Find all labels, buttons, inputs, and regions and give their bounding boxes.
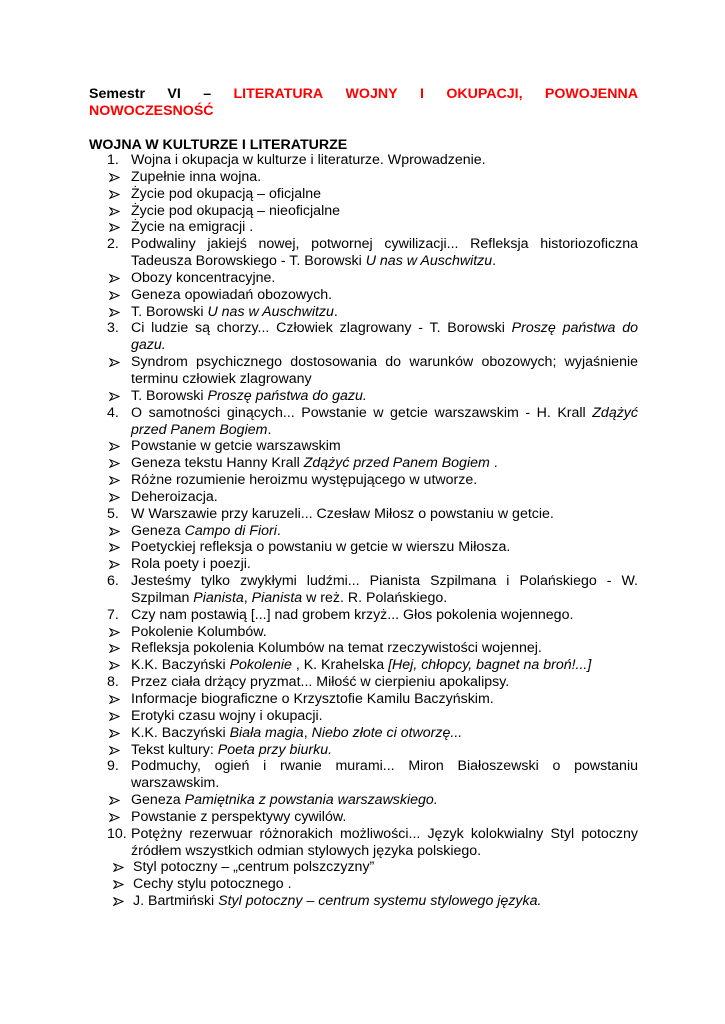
item-text (131, 691, 638, 708)
item-number: 10. (107, 825, 127, 842)
arrowhead-bullet-icon (113, 897, 124, 906)
item-text (131, 438, 638, 455)
item-text (131, 455, 638, 472)
title-word: POWOJENNA (544, 86, 638, 102)
italic-title: Poeta przy biurku. (217, 741, 333, 758)
text-run: Pokolenie Kolumbów. (131, 623, 267, 640)
bullet-item (0, 438, 725, 455)
arrowhead-bullet-icon (109, 628, 120, 637)
item-text (131, 573, 638, 607)
text-run: W Warszawie przy karuzeli... Czesław Miłosz o powstaniu w getcie. (131, 505, 554, 522)
arrowhead-bullet-icon (109, 543, 120, 552)
item-text (131, 758, 638, 792)
bullet-item (0, 354, 725, 388)
item-text (131, 742, 638, 759)
arrowhead-bullet-icon (109, 493, 120, 502)
text-run: T. Borowski (131, 387, 208, 404)
text-run: Geneza (131, 522, 185, 539)
item-text (131, 320, 638, 354)
text-run: Geneza opowiadań obozowych. (131, 286, 333, 303)
numbered-item (0, 405, 725, 439)
italic-title: Proszę państwa do gazu. (207, 387, 367, 404)
item-text (131, 506, 638, 523)
arrowhead-bullet-icon (109, 813, 120, 822)
arrowhead-bullet-icon (109, 291, 120, 300)
text-run: Geneza tekstu Hanny Krall (131, 455, 304, 472)
text-run: Styl potoczny – „centrum polszczyzny” (133, 859, 375, 876)
arrowhead-bullet-icon (109, 173, 120, 182)
numbered-item (0, 320, 725, 354)
bullet-item (0, 792, 725, 809)
text-run: . (267, 421, 272, 438)
arrowhead-bullet-icon (109, 746, 120, 755)
arrowhead-bullet-icon (109, 695, 120, 704)
item-text (133, 876, 640, 893)
numbered-item (0, 506, 725, 523)
text-run: , (243, 589, 252, 606)
bullet-item (0, 556, 725, 573)
item-text (131, 287, 638, 304)
arrowhead-bullet-icon (109, 308, 120, 317)
text-run: Tekst kultury: (131, 741, 218, 758)
text-run: Obozy koncentracyjne. (131, 269, 276, 286)
title-word: I (419, 86, 424, 102)
item-text (131, 219, 638, 236)
text-run: K.K. Baczyński (131, 724, 230, 741)
bullet-item (0, 186, 725, 203)
arrowhead-bullet-icon (109, 358, 120, 367)
item-text (131, 674, 638, 691)
italic-title: Niebo złote ci otworzę... (311, 724, 463, 741)
text-run: . (333, 303, 338, 320)
arrowhead-bullet-icon (113, 880, 124, 889)
item-number: 2. (107, 236, 119, 253)
item-text (131, 607, 638, 624)
arrowhead-bullet-icon (109, 712, 120, 721)
title-line-2: NOWOCZESNOŚĆ (89, 103, 214, 119)
bullet-item (0, 304, 725, 321)
arrowhead-bullet-icon (109, 644, 120, 653)
bullet-item (0, 523, 725, 540)
item-number: 6. (107, 573, 119, 590)
bullet-item (0, 657, 725, 674)
item-number: 7. (107, 606, 119, 623)
text-run: Powstanie z perspektywy cywilów. (131, 808, 347, 825)
arrowhead-bullet-icon (109, 442, 120, 451)
text-run: J. Bartmiński (133, 893, 219, 910)
italic-title: Zdążyć przed Panem Bogiem (303, 455, 490, 472)
arrowhead-bullet-icon (109, 560, 120, 569)
italic-title: Zdążyć przed Panem Bogiem (131, 404, 638, 438)
text-run: Powstanie w getcie warszawskim (131, 438, 341, 455)
item-text (131, 354, 638, 388)
arrowhead-bullet-icon (109, 459, 120, 468)
bullet-item (0, 859, 725, 876)
bullet-item (0, 742, 725, 759)
title-dash: – (203, 86, 212, 102)
item-text (131, 556, 638, 573)
text-run: Informacje biograficzne o Krzysztofie Kamilu Baczyńskim. (131, 691, 494, 707)
numbered-item (0, 573, 725, 607)
text-run: T. Borowski (131, 303, 208, 320)
text-run: Syndrom psychicznego dostosowania do warunków obozowych; wyjaśnienie terminu człowiek zlagrowany (131, 354, 638, 387)
numbered-item (0, 826, 725, 860)
item-text (131, 539, 638, 556)
syllabus-list (0, 152, 725, 910)
bullet-item (0, 809, 725, 826)
bullet-item (0, 219, 725, 236)
section-heading: WOJNA W KULTURZE I LITERATURZE (89, 137, 348, 153)
italic-title: Proszę państwa do gazu. (131, 320, 638, 354)
item-number: 4. (107, 404, 119, 421)
italic-title: U nas w Auschwitzu (365, 253, 493, 270)
text-run: w reż. R. Polańskiego. (302, 589, 448, 606)
text-run: Deheroizacja. (131, 488, 218, 505)
title-vi: VI (167, 86, 181, 102)
item-text (131, 826, 638, 860)
item-text (131, 624, 638, 641)
arrowhead-bullet-icon (109, 796, 120, 805)
text-run: Podwaliny jakiejś nowej, potwornej cywilizacji... Refleksja historiozoficzna Tadeusza Borowskiego - T. Borowski (131, 236, 638, 270)
bullet-item (0, 691, 725, 708)
bullet-item (0, 169, 725, 186)
numbered-item (0, 236, 725, 270)
item-number: 1. (107, 152, 119, 168)
numbered-item (0, 758, 725, 792)
italic-title: Styl potoczny – centrum systemu stylowego języka. (218, 893, 542, 910)
item-text (131, 405, 638, 439)
text-run: O samotności ginących... Powstanie w getcie warszawskim - H. Krall (131, 404, 593, 421)
arrowhead-bullet-icon (109, 223, 120, 232)
bullet-item (0, 388, 725, 405)
item-text (131, 472, 638, 489)
arrowhead-bullet-icon (109, 527, 120, 536)
text-run: K.K. Baczyński (131, 657, 230, 674)
item-text (131, 792, 638, 809)
text-run: . (492, 253, 497, 270)
arrowhead-bullet-icon (109, 207, 120, 216)
text-run: . (489, 455, 498, 472)
text-run: Życie na emigracji . (131, 219, 254, 236)
bullet-item (0, 472, 725, 489)
arrowhead-bullet-icon (109, 729, 120, 738)
title-line-1 (89, 86, 638, 103)
text-run: , (303, 724, 312, 741)
text-run: Jesteśmy tylko zwykłymi ludźmi... Pianista Szpilmana i Polańskiego - W. Szpilman (131, 573, 638, 606)
text-run: Zupełnie inna wojna. (131, 168, 262, 185)
bullet-item (0, 203, 725, 220)
text-run: Czy nam postawią [...] nad grobem krzyż... Głos pokolenia wojennego. (131, 606, 574, 623)
bullet-item (0, 455, 725, 472)
text-run: Potężny rezerwuar różnorakich możliwości... Język kolokwialny Styl potoczny źródłem wszystkich odmian stylowych języka polskiego. (131, 825, 638, 859)
text-run: Poetyckiej refleksja o powstaniu w getcie w wierszu Miłosza. (131, 539, 511, 556)
item-text (131, 203, 638, 220)
arrowhead-bullet-icon (109, 190, 120, 199)
item-text (131, 388, 638, 405)
text-run: Erotyki czasu wojny i okupacji. (131, 707, 323, 724)
bullet-item (0, 489, 725, 506)
text-run: Wojna i okupacja w kulturze i literaturze. Wprowadzenie. (131, 152, 486, 168)
text-run: , K. Krahelska (291, 657, 389, 674)
title-word: WOJNY (345, 86, 398, 102)
document-title (89, 86, 638, 120)
italic-title: U nas w Auschwitzu (207, 303, 334, 320)
item-text (131, 523, 638, 540)
item-number: 5. (107, 505, 119, 522)
item-text (133, 859, 640, 876)
item-text (131, 708, 638, 725)
italic-title: [Hej, chłopcy, bagnet na broń!...] (388, 657, 592, 674)
text-run: Różne rozumienie heroizmu występującego w utworze. (131, 472, 478, 489)
text-run: Życie pod okupacją – oficjalne (131, 185, 322, 202)
bullet-item (0, 725, 725, 742)
arrowhead-bullet-icon (113, 863, 124, 872)
italic-title: Campo di Fiori (184, 522, 277, 539)
numbered-item (0, 607, 725, 624)
item-text (131, 236, 638, 270)
bullet-item (0, 876, 725, 893)
italic-title: Pokolenie (229, 657, 292, 674)
text-run: Życie pod okupacją – nieoficjalne (131, 202, 341, 219)
item-number: 3. (107, 320, 119, 337)
bullet-item (0, 287, 725, 304)
arrowhead-bullet-icon (109, 661, 120, 670)
bullet-item (0, 893, 725, 910)
bullet-item (0, 539, 725, 556)
item-text (131, 809, 638, 826)
item-text (131, 640, 638, 657)
arrowhead-bullet-icon (109, 392, 120, 401)
italic-title: Pianista (193, 589, 244, 606)
item-text (131, 186, 638, 203)
item-text (131, 270, 638, 287)
title-word: OKUPACJI, (446, 86, 523, 102)
item-text (131, 725, 638, 742)
text-run: Ci ludzie są chorzy... Człowiek zlagrowany - T. Borowski (131, 320, 512, 337)
text-run: Przez ciała drżący pryzmat... Miłość w cierpieniu apokalipsy. (131, 674, 510, 691)
text-run: . (276, 522, 281, 539)
bullet-item (0, 640, 725, 657)
numbered-item (0, 674, 725, 691)
item-text (131, 489, 638, 506)
item-text (131, 304, 638, 321)
bullet-item (0, 270, 725, 287)
text-run: Rola poety i poezji. (131, 556, 251, 573)
text-run: Refleksja pokolenia Kolumbów na temat rzeczywistości wojennej. (131, 640, 542, 657)
item-number: 8. (107, 674, 119, 691)
item-text (133, 893, 640, 910)
bullet-item (0, 708, 725, 725)
text-run: Podmuchy, ogień i rwanie murami... Miron Białoszewski o powstaniu warszawskim. (131, 758, 638, 792)
italic-title: Pianista (251, 589, 303, 606)
title-word: LITERATURA (233, 86, 324, 102)
item-text (131, 169, 638, 186)
text-run: Geneza (131, 792, 185, 809)
item-number: 9. (107, 758, 119, 775)
text-run: Cechy stylu potocznego . (133, 876, 292, 893)
item-text (131, 152, 638, 169)
item-text (131, 657, 638, 674)
title-semestr: Semestr (89, 86, 145, 102)
italic-title: Biała magia (229, 724, 304, 741)
italic-title: Pamiętnika z powstania warszawskiego. (184, 792, 438, 809)
numbered-item (0, 152, 725, 169)
bullet-item (0, 624, 725, 641)
arrowhead-bullet-icon (109, 476, 120, 485)
arrowhead-bullet-icon (109, 274, 120, 283)
